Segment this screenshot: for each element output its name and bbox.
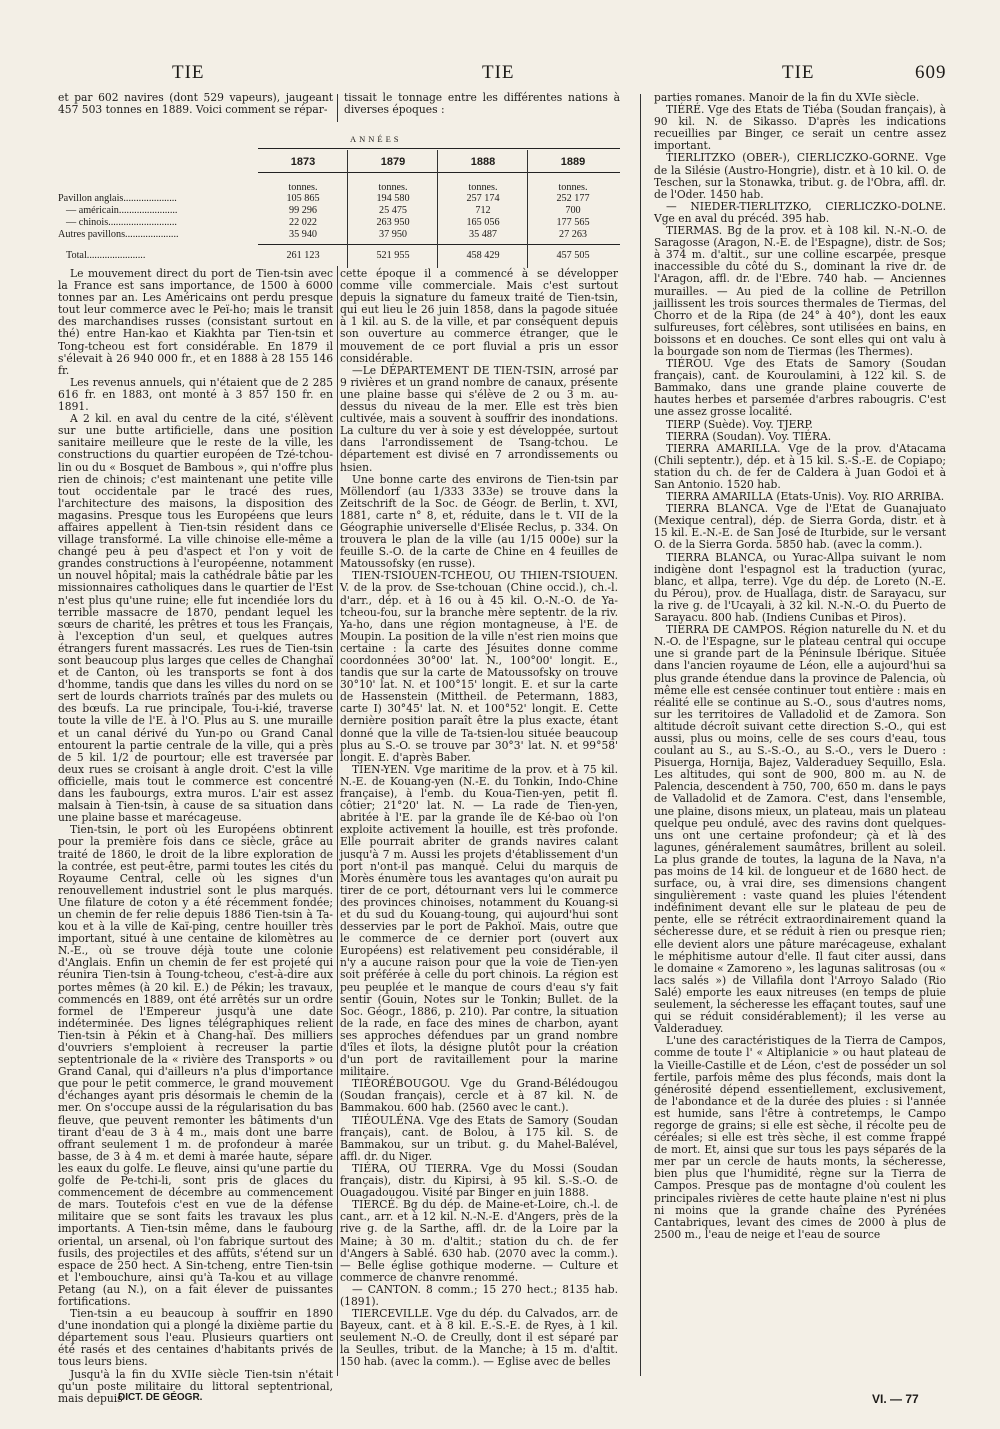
running-head-right: TIE — [782, 62, 815, 83]
table-rule — [258, 172, 620, 173]
table-year-row — [58, 156, 620, 168]
paragraph: Une bonne carte des environs de Tien-tsin par Möllendorf (au 1/333 333e) se trouve dans la Zeitschrift de la Soc. de Géogr. de Berlin, t. XVI, 1881, carte n° 8, et, réduite, dans le t. VII de la Géographie universelle d'Elisée Reclus, p. 334. On trouvera le plan de la ville (au 1/15 000e) sur la feuille S.-O. de la carte de Chine en 4 feuilles de Matoussofsky (en russe). — [340, 472, 618, 571]
intro-divider — [337, 94, 338, 122]
entry-tierra-de-campos: TIERRA DE CAMPOS. Région naturelle du N. et du N.-O. de l'Espagne, sur le plateau central qui occupe une si grande part de la Péninsule Ibérique. Située dans l'ancien royaume de Léon, elle a aujourd'hui sa plus grande étendue dans la province de Palencia, où même elle est censée continuer tout entière : mais en réalité elle se continue au S.-O., sous d'autres noms, sur les territoires de Valladolid et de Zamora. Son altitude décroît suivant cette direction S.-O., qui est aussi, plus ou moins, celle de ses cours d'eau, tous coulant au S., au S.-S.-O., au S.-O., vers le Duero : Pisuerga, Hornija, Bajez, Valderaduey Sequillo, Esla. Les altitudes, qui sont de 900, 800 m. au N. de Palencia, descendent à 750, 700, 650 m. dans le pays de Valladolid et de Zamora. C'est, dans l'ensemble, une plaine, disons mieux, un plateau, mais un plateau quelque peu ondulé, avec des ravins dont quelques-uns ont une certaine profondeur; çà et là des lagunes, généralement saumâtres, brillent au soleil. La plus grande de toutes, la laguna de la Nava, n'a pas moins de 14 kil. de longueur et de 1680 hect. de surface, ou, à vrai dire, ses dimensions changent singulièrement : vaste quand les pluies l'étendent indéfiniment devant elle sur le plateau de peu de pente, elle se rétrécit extraordinairement quand la sécheresse dure, et se réduit à rien ou presque rien; elle devient alors une pâture marécageuse, exhalant le méphitisme autour d'elle. Il faut citer aussi, dans le domaine « Zamoreno », les lagunas salitrosas (ou « lacs salés ») de Villafila dont l'Arroyo Salado (Rio Salé) emporte les eaux nitreuses (en temps de pluie seulement, la sécheresse les effaçant toutes, sauf une qui se réduit considérablement); il les verse au Valderaduey. — [654, 623, 947, 1036]
table-row: — américain....................... 99 296 25 475 712 700 — [66, 205, 581, 216]
entry-tieoulena: TIÉOULÉNA. Vge des Etats de Samory (Soudan français), cant. de Bolou, à 175 kil. S. de Bammakou, sur un tribut. g. du Mahel-Balével, affl. dr. du Niger. — [340, 1113, 618, 1163]
paragraph: L'une des caractéristiques de la Tierra de Campos, comme de toute l' « Altiplanicie » ou haut plateau de la Vieille-Castille et de Léon, c'est de posséder un sol fertile, parfois même des plus féconds, mais dont la générosité dépend essentiellement, exclusivement, de l'abondance et de la durée des pluies : si l'année est humide, sans l'être à contretemps, le Campo regorge de grains; si elle est sèche, il récolte peu de céréales; si elle est très sèche, il est comme frappé de mort. Et, ainsi que sur tous les pays séparés de la mer par un cercle de hauts monts, la sécheresse, bien plus que l'humidité, règne sur la Tierra de Campos. Presque pas de montagne d'où coulent les principales rivières de cette haute plaine n'est ni plus ni moins que la grande chaîne des Pyrénées Cantabriques, levant des cimes de 2000 à plus de 2500 m., l'eau de neige et l'eau de source — [654, 1034, 946, 1241]
entry-tiere: TIÉRÉ. Vge des Etats de Tiéba (Soudan français), à 90 kil. N. de Sikasso. D'après les indications recueillies par Binger, ce serait un centre assez important. — [654, 103, 946, 153]
entry-tierra-blanca: TIERRA BLANCA. Vge de l'Etat de Guanajuato (Mexique central), dép. de Sierra Gorda, distr. et à 15 kil. E.-N.-E. de San José de Iturbide, sur le versant O. de la Sierra Gorda. 5850 hab. (avec la comm.). — [654, 502, 946, 552]
running-head-left: TIE — [172, 62, 205, 83]
entry-tierra-amarilla-us: TIERRA AMARILLA (Etats-Unis). Voy. RIO ARRIBA. — [666, 490, 945, 504]
year-cell: 1873 — [290, 156, 316, 168]
paragraph: Tien-tsin a eu beaucoup à souffrir en 1890 d'une inondation qui a plongé la dixième partie du département sous l'eau. Plusieurs quartiers ont été rasés et des centaines d'habitants privés de tous leurs biens. — [58, 1307, 333, 1369]
table-row: Autres pavillons..................... 35 940 37 950 35 487 27 263 — [58, 229, 587, 240]
intro-right: tissait le tonnage entre les différentes nations à diverses époques : — [344, 91, 620, 117]
column-1 — [58, 268, 333, 1405]
table-rule — [258, 244, 620, 245]
entry-tiermas: TIERMAS. Bg de la prov. et à 108 kil. N.-N.-O. de Saragosse (Aragon, N.-E. de l'Espagne), distr. de Sos; à 374 m. d'altit., sur une colline escarpée, presque inaccessible du côté du S., dominant la rive dr. de l'Aragon, affl. dr. de l'Ebre. 740 hab. — Anciennes murailles. — Au pied de la colline de Petrillon jaillissent les trois sources thermales de Tiermas, del Chorro et de la Ripa (de 24° à 40°), dont les eaux sulfureuses, fort célèbres, sont utilisées en bains, en boissons et en douches. Ce sont elles qui ont valu à la bourgade son nom de Tiermas (les Thermes). — [654, 224, 946, 358]
paragraph: —Le DÉPARTEMENT DE TIEN-TSIN, arrosé par 9 rivières et un grand nombre de canaux, présente une plaine basse qui s'élève de 2 ou 3 m. au-dessus du niveau de la mer. Elle est très bien cultivée, mais a souvent à souffrir des inondations. La culture du ver à soie y est développée, surtout dans l'arrondissement de Tsang-tchou. Le département est divisé en 7 arrondissements ou hsien. — [340, 363, 618, 474]
paragraph: A 2 kil. en aval du centre de la cité, s'élèvent sur une butte artificielle, dans une position sanitaire meilleure que le reste de la ville, les constructions du quartier européen de Tzé-tchou-lin ou du « Bosquet de Bambous », qui n'offre plus rien de chinois; c'est maintenant une petite ville tout occidentale par le tracé des rues, l'architecture des maisons, la disposition des magasins. Presque tous les Européens que leurs affaires appellent à Tien-tsin résident dans ce village transformé. La ville chinoise elle-même a changé peu à peu d'aspect et l'on y voit de grandes constructions à l'européenne, notamment un nouvel hôpital; mais la cathédrale bâtie par les missionnaires catholiques dans le quartier de l'Est n'est plus qu'une ruine; elle fut incendiée lors du terrible massacre de 1870, pendant lequel les sœurs de charité, les prêtres et tous les Français, à l'exception d'un seul, et quelques autres étrangers furent massacrés. Les rues de Tien-tsin sont beaucoup plus larges que celles de Changhaï et de Canton, où les transports se font à dos d'homme, tandis que dans les villes du nord on se sert de lourds charriots traînés par des mulets ou des bœufs. La rue principale, Tou-i-kié, traverse toute la ville de l'E. à l'O. Plus au S. une muraille et un canal dérivé du Yun-po ou Grand Canal entourent la partie centrale de la ville, qui a près de 5 kil. 1/2 de pourtour; elle est traversée par deux rues se croisant à angle droit. C'est la ville officielle, mais tout le commerce est concentré dans les faubourgs, extra muros. L'air est assez malsain à Tien-tsin, à cause de sa situation dans une plaine basse et marécageuse. — [58, 412, 333, 825]
paragraph: Tien-tsin, le port où les Européens obtinrent pour la première fois dans ce siècle, grâce au traité de 1860, le droit de la libre exploration de la contrée, est peut-être, parmi toutes les cités du Royaume Central, celle où les signes d'un renouvellement industriel sont le plus marqués. Une filature de coton y a été récemment fondée; un chemin de fer relie depuis 1886 Tien-tsin à Ta-kou et à la ville de Kaï-ping, centre houiller très important, situé à une centaine de kilomètres au N.-E., où se trouve déjà toute une colonie d'Anglais. Enfin un chemin de fer est projeté qui réunira Tien-tsin à Toung-tcheou, c'est-à-dire aux portes mêmes (à 20 kil. E.) de Pékin; les travaux, commencés en 1889, ont été arrêtés sur un ordre formel de l'Empereur jusqu'à une date indéterminée. Des lignes télégraphiques relient Tien-tsin à Pékin et à Chang-haï. Des milliers d'ouvriers s'emploient à recreuser la partie septentrionale de la « rivière des Transports » ou Grand Canal, qui d'ailleurs n'a plus d'importance que pour le petit commerce, le grand mouvement d'échanges ayant pris désormais le chemin de la mer. On s'occupe aussi de la régularisation du bas fleuve, que peuvent remonter les bâtiments d'un tirant d'eau de 3 à 4 m., mais dont une barre offrant seulement 1 m. de profondeur à marée basse, de 3 à 4 m. et demi à marée haute, sépare les eaux du golfe. Le fleuve, ainsi qu'une partie du golfe de Pe-tchi-li, sont pris de glaces du commencement de décembre au commencement de mars. Toutefois c'est en vue de la défense militaire que se sont faits les travaux les plus importants. A Tien-tsin même, dans le faubourg oriental, un arsenal, où l'on fabrique surtout des fusils, des projectiles et des affûts, s'étend sur un espace de 250 hect. A Sin-tcheng, entre Tien-tsin et l'embouchure, ainsi qu'à Ta-kou et au village Petang (au N.), on a fait élever de puissantes fortifications. — [58, 823, 333, 1308]
entry-tieorebougou: TIÉORÉBOUGOU. Vge du Grand-Bélédougou (Soudan français), cercle et à 87 kil. N. de Bammakou. 600 hab. (2560 avec le cant.). — [340, 1077, 618, 1115]
column-divider — [337, 266, 338, 1376]
table-row: — chinois........................... 22 022 263 950 165 056 177 565 — [66, 217, 590, 228]
footer-left: DICT. DE GÉOGR. — [118, 1392, 203, 1403]
page-number: 609 — [915, 62, 947, 83]
paragraph: — NIEDER-TIERLITZKO, CIERLICZKO-DOLNE. Vge en aval du précéd. 395 hab. — [654, 199, 946, 225]
running-head-center: TIE — [482, 62, 515, 83]
year-cell: 1879 — [380, 156, 406, 168]
paragraph: Le mouvement direct du port de Tien-tsin avec la France est sans importance, de 1500 à 6000 tonnes par an. Les Américains ont perdu presque tout leur commerce avec le Peï-ho; mais le transit des marchandises russes (consistant surtout en thé) entre Han-kao et Kiakhta par Tien-tsin et Tong-tcheou est fort considérable. En 1879 il s'élevait à 26 940 000 fr., et en 1888 à 28 155 146 fr. — [58, 267, 333, 377]
entry-tierp: TIERP (Suède). Voy. TJERP. — [666, 417, 813, 431]
table-unit-row: tonnes. tonnes. tonnes. tonnes. — [288, 182, 588, 193]
entry-tierra: TIERRA (Soudan). Voy. TIÉRA. — [666, 429, 832, 443]
paragraph: parties romanes. Manoir de la fin du XVIe siècle. — [654, 91, 920, 104]
intro-left: et par 602 navires (dont 529 vapeurs), jaugeant 457 503 tonnes en 1889. Voici comment se répar- — [58, 91, 333, 117]
year-cell: 1889 — [560, 156, 586, 168]
table-total-row: Total....................... 261 123 521 955 458 429 457 505 — [66, 250, 590, 261]
column-2 — [340, 268, 618, 1369]
table-rule — [258, 148, 620, 149]
paragraph: Jusqu'à la fin du XVIIe siècle Tien-tsin n'était qu'un poste militaire du littoral septentrional, mais depuis — [58, 1367, 333, 1405]
table-row: Pavillon anglais..................... 105 865 194 580 257 174 252 177 — [58, 193, 590, 204]
entry-tierceville: TIERCEVILLE. Vge du dép. du Calvados, arr. de Bayeux, cant. et à 8 kil. E.-S.-E. de Ryes, à 1 kil. seulement N.-O. de Creully, dont il est séparé par la Seulles, tribut. de la Manche; à 15 m. d'altit. 150 hab. (avec la comm.). — Eglise avec de belles — [340, 1307, 618, 1369]
footer-right: VI. — 77 — [872, 1392, 919, 1406]
paragraph: Les revenus annuels, qui n'étaient que de 2 285 616 fr. en 1883, ont monté à 3 857 150 fr. en 1891. — [58, 375, 333, 414]
entry-tien-yen: TIEN-YEN. Vge maritime de la prov. et à 75 kil. N.-E. de Kouang-yen (N.-E. du Tonkin, Indo-Chine française), à l'emb. du Koua-Tien-yen, petit fl. côtier; 21°20' lat. N. — La rade de Tien-yen, abritée à l'E. par la grande île de Ké-bao où l'on exploite activement la houille, est très profonde. Elle pourrait abriter de grands navires calant jusqu'à 7 m. Aussi les projets d'établissement d'un port n'ont-il pas manqué. Celui du marquis de Morès énumère tous les avantages qu'on aurait pu tirer de ce port, détournant vers lui le commerce des provinces chinoises, notamment du Kouang-si et du sud du Kouang-toung, qui aujourd'hui sont desservies par le port de Pakhoï. Mais, outre que le commerce de ce dernier port (ouvert aux Européens) est relativement peu considérable, il n'y a aucune raison pour que la voie de Tien-yen soit préférée à celle du port chinois. La région est peu peuplée et le manque de cours d'eau s'y fait sentir (Gouin, Notes sur le Tonkin; Bullet. de la Soc. Géogr., 1886, p. 210). Par contre, la situation de la rade, en face des mines de charbon, ayant ses approches défendues par un grand nombre d'îles et îlots, la désigne plutôt pour la création d'un port de ravitaillement pour la marine militaire. — [340, 762, 618, 1079]
year-cell: 1888 — [470, 156, 496, 168]
entry-tierou: TIÉROU. Vge des Etats de Samory (Soudan français), cant. de Kouroulamini, à 122 kil. S. de Bammako, dans une grande plaine couverte de hautes herbes et parsemée d'arbres rabougris. C'est une assez grosse localité. — [654, 357, 946, 419]
column-3 — [654, 92, 946, 1241]
entry-tien-tsiouen-tcheou: TIEN-TSIOUEN-TCHEOU, OU THIEN-TSIOUEN. V. de la prov. de Sse-tchouan (Chine occid.), ch.-l. d'arr., dép. et à 16 ou à 45 kil. O.-N.-O. de Ya-tcheou-fou, sur la branche mère septentr. de la riv. Ya-ho, dans une région montagneuse, à l'E. de Moupin. La position de la ville n'est rien moins que certaine : la carte des Jésuites donne comme coordonnées 30°00' lat. N., 100°00' longit. E., tandis que sur la carte de Matoussofsky on trouve 30°10' lat. N. et 100°15' longit. E. et sur la carte de Hassenstein (Mittheil. de Petermann, 1883, carte I) 30°45' lat. N. et 100°52' longit. E. Cette dernière position paraît être la plus exacte, étant donné que la ville de Ta-tsien-lou située beaucoup plus au S.-O. se trouve par 30°3' lat. N. et 99°58' longit. E. d'après Baber. — [340, 569, 618, 764]
entry-tierra-amarilla: TIERRA AMARILLA. Vge de la prov. d'Atacama (Chili septentr.), dép. et à 15 kil. S.-S.-E. de Copiapo; station du ch. de fer de Caldera à Juan Godoi et à San Antonio. 1520 hab. — [654, 441, 946, 491]
entry-tierlitzko: TIERLITZKO (OBER-), CIERLICZKO-GORNE. Vge de la Silésie (Austro-Hongrie), distr. et à 10 kil. O. de Teschen, sur la Stonawka, tribut. g. de l'Obra, affl. dr. de l'Oder. 1450 hab. — [654, 151, 946, 201]
paragraph: — CANTON. 8 comm.; 15 270 hect.; 8135 hab. (1891). — [340, 1282, 618, 1308]
table-group-label: ANNÉES — [350, 134, 402, 144]
entry-tierra-blanca-peru: TIERRA BLANCA, ou Yurac-Allpa suivant le nom indigène dont l'espagnol est la traduction (yurac, blanc, et allpa, terre). Vge du dép. de Loreto (N.-E. du Pérou), prov. de Huallaga, distr. de Sarayacu, sur la rive g. de l'Ucayali, à 32 kil. N.-N.-O. du Puerto de Sarayacu. 800 hab. (Indiens Cunibas et Piros). — [654, 550, 946, 625]
column-divider — [640, 94, 641, 1376]
paragraph: cette époque il a commencé à se développer comme ville commerciale. Mais c'est surtout depuis la signature du fameux traité de Tien-tsin, qui eut lieu le 26 juin 1858, dans la pagode située à 1 kil. au S. de la ville, et par conséquent depuis son ouverture au commerce étranger, que le mouvement de ce port fluvial a pris un essor considérable. — [340, 267, 618, 365]
entry-tierce: TIERCÉ. Bg du dép. de Maine-et-Loire, ch.-l. de cant., arr. et à 12 kil. N.-N.-E. d'Angers, près de la rive g. de la Sarthe, affl. dr. de la Loire par la Maine; à 30 m. d'altit.; station du ch. de fer d'Angers à Sablé. 630 hab. (2070 avec la comm.). — Belle église gothique moderne. — Culture et commerce de chanvre renommé. — [340, 1198, 618, 1284]
entry-tiera: TIÉRA, OU TIERRA. Vge du Mossi (Soudan français), distr. du Kipirsi, à 95 kil. S.-S.-O. de Ouagadougou. Visité par Binger en juin 1888. — [340, 1161, 618, 1200]
